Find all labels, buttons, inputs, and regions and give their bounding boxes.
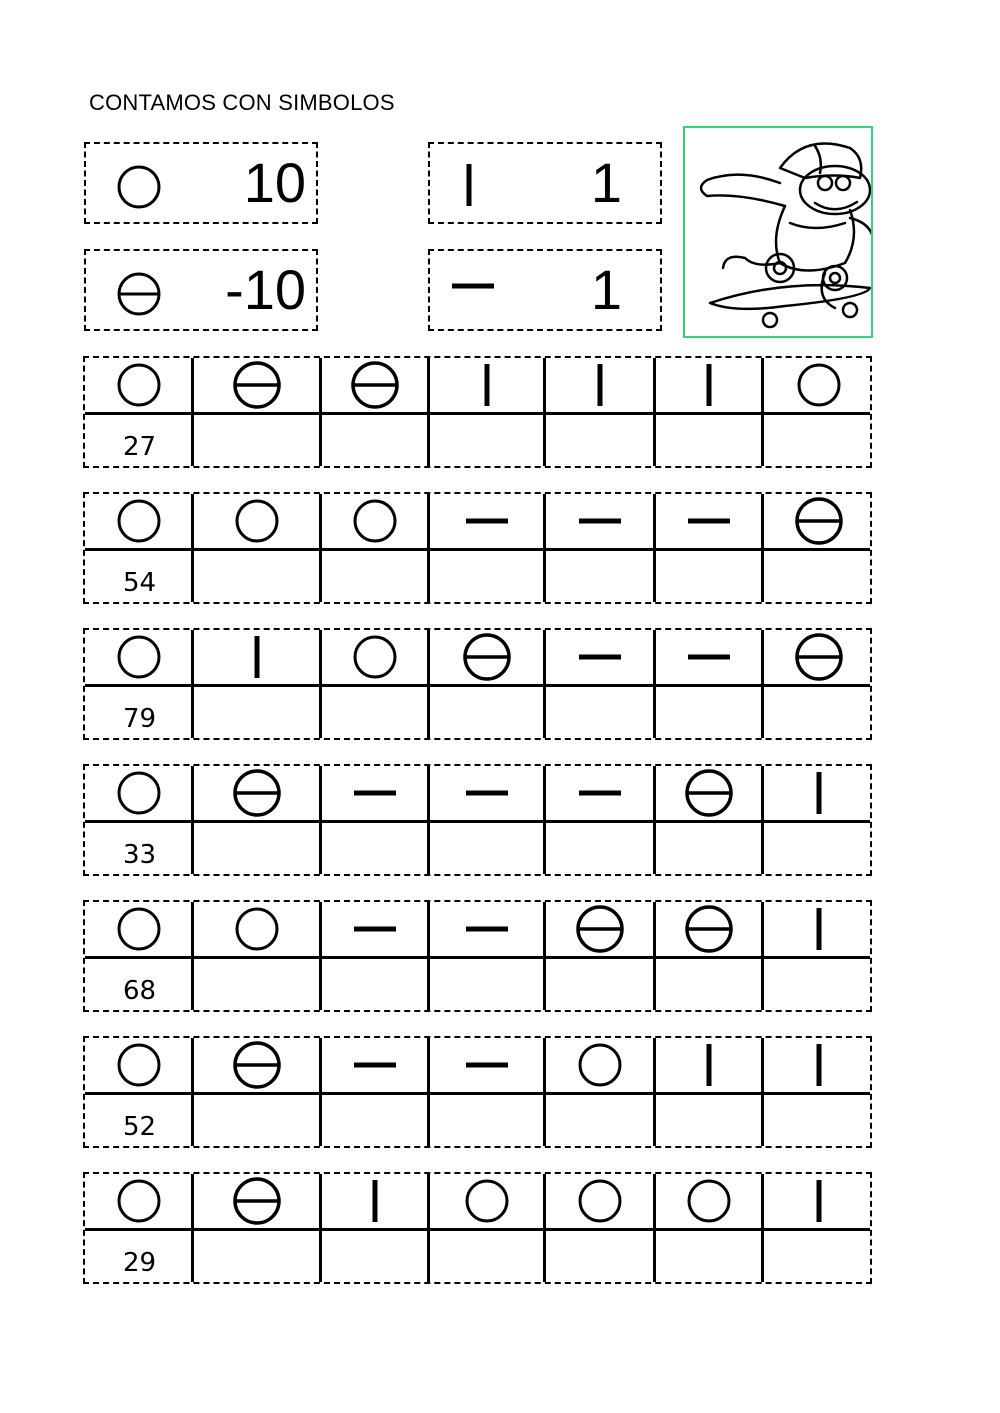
answer-cell[interactable] bbox=[548, 1232, 652, 1282]
vertical-bar-icon bbox=[545, 358, 655, 412]
row-divider bbox=[85, 684, 870, 687]
circle-minus-icon bbox=[193, 1038, 321, 1092]
answer-cell[interactable] bbox=[432, 1096, 542, 1146]
vertical-bar-icon bbox=[763, 1038, 874, 1092]
answer-cell[interactable] bbox=[548, 960, 652, 1010]
answer-cell[interactable] bbox=[658, 960, 760, 1010]
horizontal-bar-icon bbox=[429, 766, 545, 820]
circle-minus-icon bbox=[116, 271, 162, 317]
circle-minus-icon bbox=[655, 766, 763, 820]
answer-cell[interactable] bbox=[766, 416, 871, 466]
horizontal-bar-icon bbox=[429, 1038, 545, 1092]
circle-minus-icon bbox=[429, 630, 545, 684]
answer-cell[interactable] bbox=[432, 688, 542, 738]
legend-box-horizontal-bar bbox=[428, 249, 662, 331]
answer-cell[interactable] bbox=[324, 552, 426, 602]
row-divider bbox=[85, 956, 870, 959]
exercise-row bbox=[83, 764, 872, 876]
answer-cell[interactable] bbox=[432, 824, 542, 874]
exercise-row bbox=[83, 1036, 872, 1148]
circle-minus-icon bbox=[193, 1174, 321, 1228]
row-number: 27 bbox=[123, 432, 157, 462]
row-number: 79 bbox=[123, 704, 157, 734]
circle-icon bbox=[321, 494, 429, 548]
answer-cell[interactable] bbox=[658, 824, 760, 874]
circle-icon bbox=[193, 902, 321, 956]
answer-cell[interactable] bbox=[196, 688, 318, 738]
circle-icon bbox=[545, 1038, 655, 1092]
circle-icon bbox=[85, 1174, 193, 1228]
vertical-bar-icon bbox=[655, 358, 763, 412]
answer-cell[interactable] bbox=[548, 552, 652, 602]
answer-cell[interactable] bbox=[432, 552, 542, 602]
circle-icon bbox=[655, 1174, 763, 1228]
circle-icon bbox=[116, 164, 162, 210]
page-title: CONTAMOS CON SIMBOLOS bbox=[89, 90, 395, 115]
answer-cell[interactable] bbox=[324, 960, 426, 1010]
row-number: 68 bbox=[123, 976, 157, 1006]
answer-cell[interactable] bbox=[548, 824, 652, 874]
legend-box-circle-minus bbox=[84, 249, 318, 331]
vertical-bar-icon bbox=[193, 630, 321, 684]
answer-cell[interactable] bbox=[196, 824, 318, 874]
circle-icon bbox=[545, 1174, 655, 1228]
horizontal-bar-icon bbox=[655, 494, 763, 548]
answer-cell[interactable] bbox=[766, 552, 871, 602]
vertical-bar-icon bbox=[321, 1174, 429, 1228]
row-divider bbox=[85, 412, 870, 415]
row-number: 54 bbox=[123, 568, 157, 598]
circle-icon bbox=[85, 1038, 193, 1092]
horizontal-bar-icon bbox=[429, 902, 545, 956]
circle-minus-icon bbox=[545, 902, 655, 956]
horizontal-bar-icon bbox=[545, 494, 655, 548]
horizontal-bar-icon bbox=[545, 766, 655, 820]
row-divider bbox=[85, 548, 870, 551]
answer-cell[interactable] bbox=[658, 1232, 760, 1282]
answer-cell[interactable] bbox=[432, 960, 542, 1010]
circle-icon bbox=[85, 494, 193, 548]
legend-value: -10 bbox=[225, 258, 306, 321]
exercise-row bbox=[83, 356, 872, 468]
vertical-bar-icon bbox=[763, 766, 874, 820]
answer-cell[interactable] bbox=[196, 1096, 318, 1146]
legend-box-vertical-bar bbox=[428, 142, 662, 224]
circle-icon bbox=[85, 902, 193, 956]
exercise-row bbox=[83, 492, 872, 604]
answer-cell[interactable] bbox=[196, 416, 318, 466]
answer-cell[interactable] bbox=[766, 1096, 871, 1146]
answer-cell[interactable] bbox=[766, 960, 871, 1010]
answer-cell[interactable] bbox=[766, 688, 871, 738]
answer-cell[interactable] bbox=[766, 824, 871, 874]
legend-value: 1 bbox=[590, 151, 622, 214]
circle-icon bbox=[321, 630, 429, 684]
answer-cell[interactable] bbox=[324, 688, 426, 738]
answer-cell[interactable] bbox=[324, 824, 426, 874]
horizontal-bar-icon bbox=[450, 281, 496, 291]
circle-icon bbox=[763, 358, 874, 412]
circle-icon bbox=[85, 766, 193, 820]
circle-minus-icon bbox=[193, 766, 321, 820]
horizontal-bar-icon bbox=[429, 494, 545, 548]
circle-icon bbox=[85, 358, 193, 412]
exercise-row bbox=[83, 900, 872, 1012]
answer-cell[interactable] bbox=[432, 1232, 542, 1282]
circle-minus-icon bbox=[193, 358, 321, 412]
horizontal-bar-icon bbox=[545, 630, 655, 684]
row-number: 52 bbox=[123, 1112, 157, 1142]
horizontal-bar-icon bbox=[321, 902, 429, 956]
answer-cell[interactable] bbox=[196, 1232, 318, 1282]
answer-cell[interactable] bbox=[658, 1096, 760, 1146]
vertical-bar-icon bbox=[763, 1174, 874, 1228]
legend-box-circle bbox=[84, 142, 318, 224]
vertical-bar-icon bbox=[655, 1038, 763, 1092]
legend-value: 1 bbox=[590, 258, 622, 321]
circle-minus-icon bbox=[321, 358, 429, 412]
vertical-bar-icon bbox=[464, 162, 474, 208]
garfield-skateboard-illustration bbox=[683, 126, 873, 338]
circle-icon bbox=[193, 494, 321, 548]
answer-cell[interactable] bbox=[196, 552, 318, 602]
answer-cell[interactable] bbox=[548, 416, 652, 466]
answer-cell[interactable] bbox=[658, 688, 760, 738]
vertical-bar-icon bbox=[763, 902, 874, 956]
answer-cell[interactable] bbox=[196, 960, 318, 1010]
exercise-row bbox=[83, 1172, 872, 1284]
vertical-bar-icon bbox=[429, 358, 545, 412]
row-number: 33 bbox=[123, 840, 157, 870]
row-number: 29 bbox=[123, 1248, 157, 1278]
horizontal-bar-icon bbox=[655, 630, 763, 684]
answer-cell[interactable] bbox=[432, 416, 542, 466]
answer-cell[interactable] bbox=[324, 1232, 426, 1282]
circle-minus-icon bbox=[763, 494, 874, 548]
row-divider bbox=[85, 1092, 870, 1095]
circle-minus-icon bbox=[655, 902, 763, 956]
answer-cell[interactable] bbox=[658, 416, 760, 466]
answer-cell[interactable] bbox=[766, 1232, 871, 1282]
legend-value: 10 bbox=[243, 151, 306, 214]
answer-cell[interactable] bbox=[548, 688, 652, 738]
row-divider bbox=[85, 1228, 870, 1231]
circle-icon bbox=[85, 630, 193, 684]
exercise-row bbox=[83, 628, 872, 740]
circle-icon bbox=[429, 1174, 545, 1228]
answer-cell[interactable] bbox=[658, 552, 760, 602]
circle-minus-icon bbox=[763, 630, 874, 684]
horizontal-bar-icon bbox=[321, 766, 429, 820]
answer-cell[interactable] bbox=[324, 1096, 426, 1146]
answer-cell[interactable] bbox=[548, 1096, 652, 1146]
answer-cell[interactable] bbox=[324, 416, 426, 466]
horizontal-bar-icon bbox=[321, 1038, 429, 1092]
row-divider bbox=[85, 820, 870, 823]
